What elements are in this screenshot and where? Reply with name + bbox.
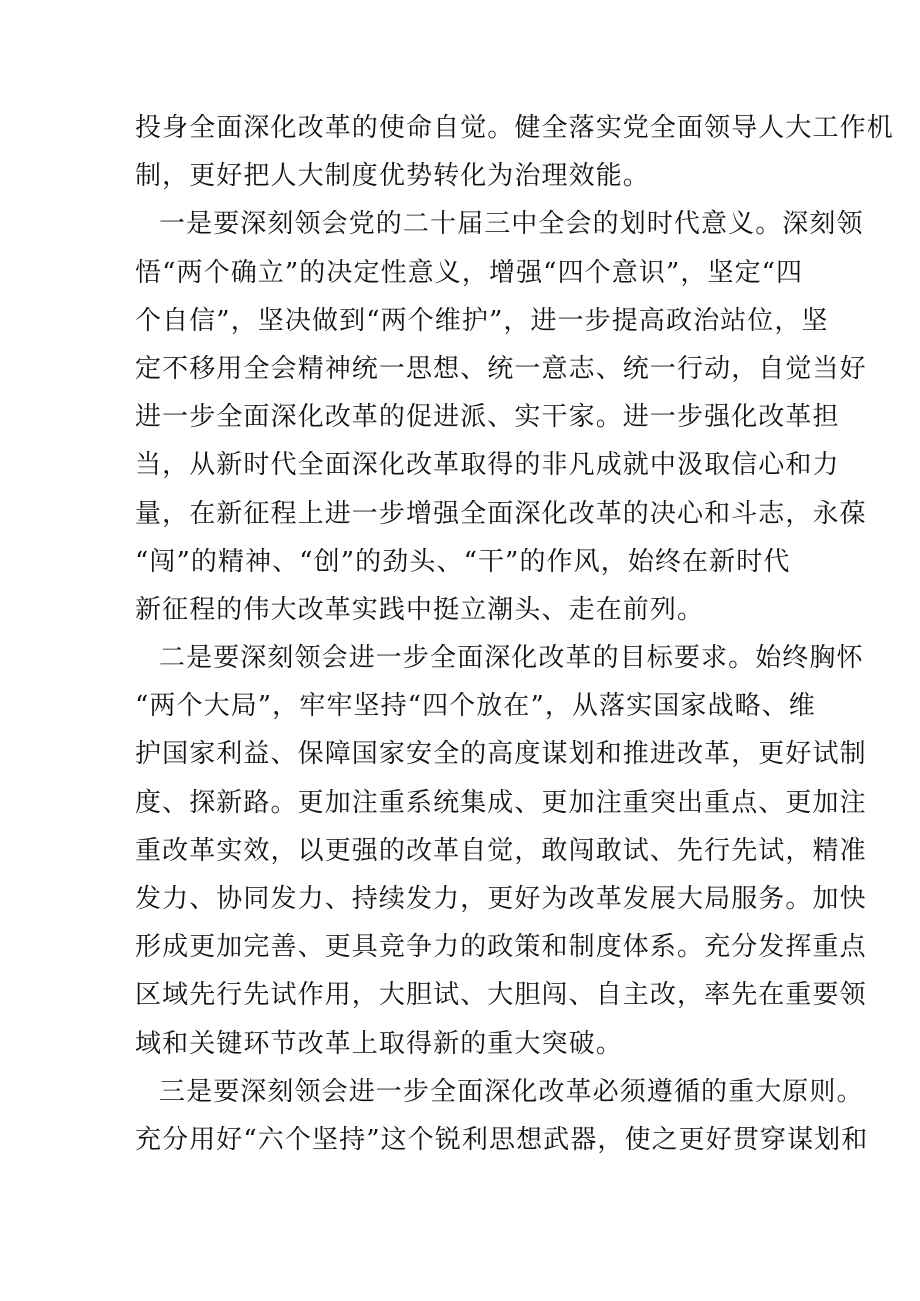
text-line: 发力、协同发力、持续发力，更好为改革发展大局服务。加快 <box>135 884 867 914</box>
text-line: 量，在新征程上进一步增强全面深化改革的决心和斗志，永葆 <box>135 498 867 529</box>
text-line: 定不移用全会精神统一思想、统一意志、统一行动，自觉当好 <box>135 353 867 384</box>
text-line: 进一步全面深化改革的促进派、实干家。进一步强化改革担 <box>135 402 840 433</box>
text-line: 当，从新时代全面深化改革取得的非凡成就中汲取信心和力 <box>135 450 840 481</box>
paragraph-start-line: 一是要深刻领会党的二十届三中全会的划时代意义。深刻领 <box>159 209 864 240</box>
text-line: 护国家利益、保障国家安全的高度谋划和推进改革，更好试制 <box>135 739 867 770</box>
text-line: 重改革实效，以更强的改革自觉，敢闯敢试、先行先试，精准 <box>135 835 867 866</box>
text-line: 新征程的伟大改革实践中挺立潮头、走在前列。 <box>135 594 705 625</box>
text-line: 悟“两个确立”的决定性意义，增强“四个意识”，坚定“四 <box>135 257 804 288</box>
text-line: 区域先行先试作用，大胆试、大胆闯、自主改，率先在重要领 <box>135 980 867 1011</box>
text-line: 域和关键环节改革上取得新的重大突破。 <box>135 1028 623 1059</box>
text-line: 投身全面深化改革的使命自觉。健全落实党全面领导人大工作机 <box>135 113 894 143</box>
paragraph-start-line: 二是要深刻领会进一步全面深化改革的目标要求。始终胸怀 <box>159 643 864 674</box>
text-line: “闯”的精神、“创”的劲头、“干”的作风，始终在新时代 <box>135 546 791 577</box>
text-line: 个自信”，坚决做到“两个维护”，进一步提高政治站位，坚 <box>135 305 829 336</box>
text-line: “两个大局”，牢牢坚持“四个放在”，从落实国家战略、维 <box>135 691 816 722</box>
document-body <box>135 104 894 1164</box>
text-line: 制，更好把人大制度优势转化为治理效能。 <box>135 161 650 192</box>
text-line: 形成更加完善、更具竞争力的政策和制度体系。充分发挥重点 <box>135 932 867 963</box>
paragraph-start-line: 三是要深刻领会进一步全面深化改革必须遵循的重大原则。 <box>159 1076 864 1107</box>
text-line: 度、探新路。更加注重系统集成、更加注重突出重点、更加注 <box>135 787 867 818</box>
text-line: 充分用好“六个坚持”这个锐利思想武器，使之更好贯穿谋划和 <box>135 1124 869 1155</box>
